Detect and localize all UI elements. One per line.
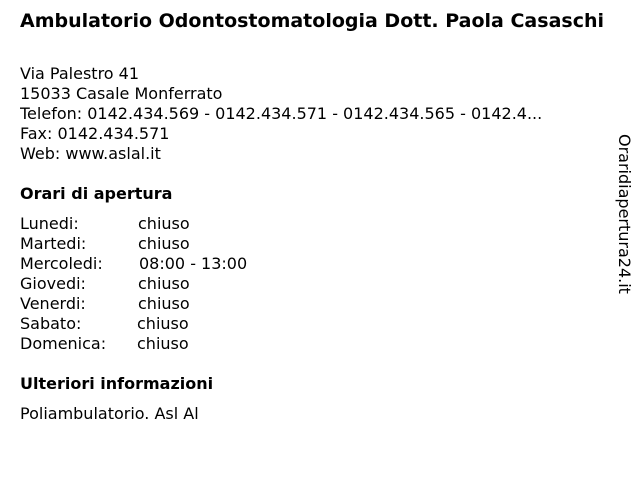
hours-value: chiuso (138, 294, 190, 313)
website: Web: www.aslal.it (20, 144, 161, 163)
hours-value: chiuso (137, 334, 189, 353)
additional-info-heading: Ulteriori informazioni (20, 374, 214, 393)
city-address: 15033 Casale Monferrato (20, 84, 223, 103)
site-brand-text: Oraridiapertura24.it (615, 134, 634, 294)
day-label: Giovedi: (20, 274, 86, 293)
day-label: Mercoledi: (20, 254, 103, 273)
fax-number: Fax: 0142.434.571 (20, 124, 170, 143)
contact-block (20, 64, 605, 164)
day-label: Sabato: (20, 314, 82, 333)
hours-value: 08:00 - 13:00 (139, 254, 248, 273)
phone-numbers: Telefon: 0142.434.569 - 0142.434.571 - 0142.434.565 - 0142.4... (20, 104, 543, 123)
day-label: Venerdi: (20, 294, 86, 313)
page-title: Ambulatorio Odontostomatologia Dott. Paola Casaschi (20, 10, 604, 32)
street-address: Via Palestro 41 (20, 64, 140, 83)
hours-value: chiuso (137, 314, 189, 333)
opening-hours-heading: Orari di apertura (20, 184, 173, 203)
additional-info-text: Poliambulatorio. Asl Al (20, 404, 199, 423)
hours-value: chiuso (138, 214, 190, 233)
day-label: Martedi: (20, 234, 87, 253)
site-brand (613, 134, 635, 310)
hours-value: chiuso (138, 274, 190, 293)
day-label: Lunedi: (20, 214, 79, 233)
hours-value: chiuso (138, 234, 190, 253)
day-label: Domenica: (20, 334, 107, 353)
